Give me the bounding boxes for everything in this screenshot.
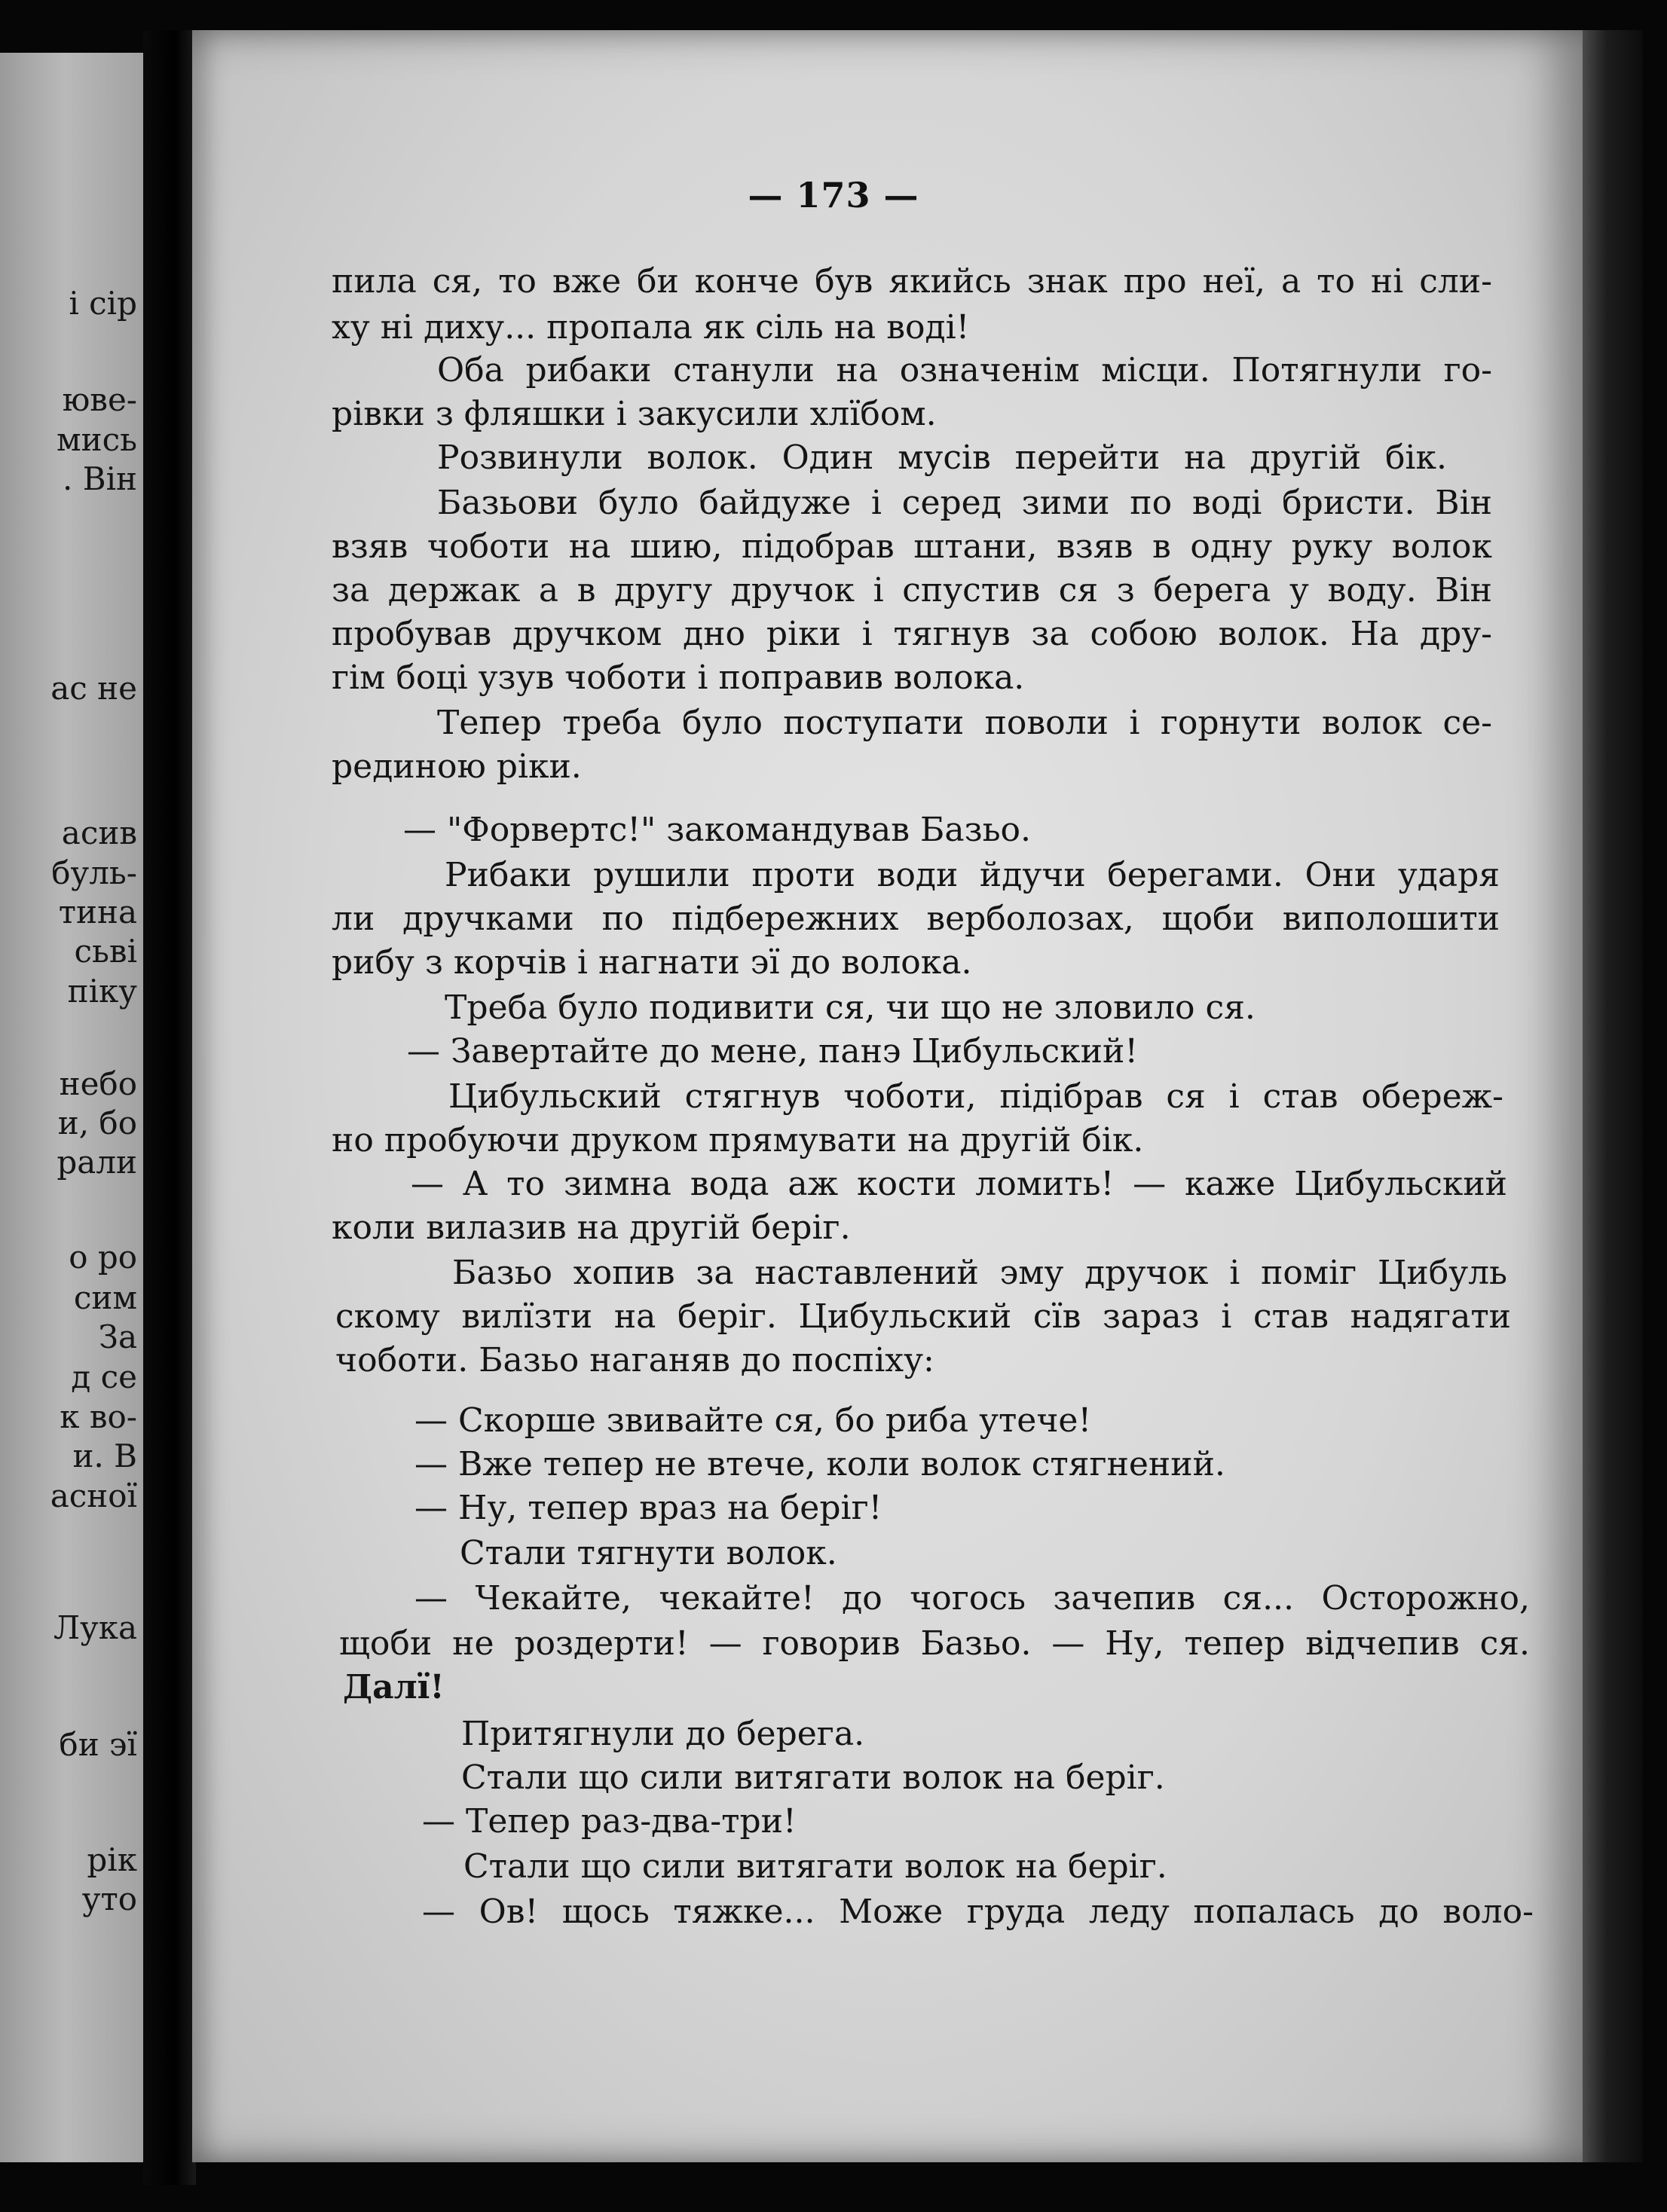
left-page-fragment: к во- — [60, 1398, 137, 1435]
text-line: коли вилазив на другій беріг. — [332, 1208, 851, 1247]
left-page-fragment: сим — [73, 1279, 137, 1316]
left-page-fragment: юве- — [62, 381, 137, 418]
left-page-fragment: сьві — [74, 933, 137, 970]
text-line: Стали що сили витягати волок на беріг. — [463, 1847, 1167, 1886]
left-page-fragment: и, бо — [57, 1104, 137, 1141]
left-page-fragment: За — [98, 1318, 137, 1355]
text-line: ху ні диху... пропала як сіль на воді! — [332, 308, 970, 347]
left-page-fragment: . Він — [63, 460, 137, 497]
text-line: взяв чоботи на шию, підобрав штани, взяв в одну руку волок — [332, 527, 1492, 566]
text-line: Притягнули до берега. — [461, 1715, 865, 1753]
text-line: Тепер треба було поступати поволи і горнути волок се- — [437, 704, 1492, 742]
text-line: — Ов! щось тяжке... Може груда леду попалась до воло- — [422, 1893, 1534, 1931]
text-line: — Тепер раз-два-три! — [422, 1802, 797, 1841]
text-line: Стали тягнути волок. — [460, 1534, 837, 1572]
left-page-fragment: і сір — [69, 285, 137, 322]
text-line: — "Форвертс!" закомандував Базьо. — [403, 811, 1032, 849]
text-line: — Скорше звивайте ся, бо риба утече! — [414, 1401, 1092, 1440]
text-line: Базьо хопив за наставлений эму дручок і поміг Цибуль — [452, 1254, 1507, 1292]
left-page-fragment: уто — [81, 1881, 137, 1917]
text-line: скому вилїзти на беріг. Цибульский сїв зараз і став надягати — [335, 1297, 1511, 1336]
text-line: гім боці узув чоботи і поправив волока. — [332, 658, 1025, 697]
left-page-fragment: рали — [57, 1144, 137, 1181]
page-number: — 173 — — [748, 175, 919, 215]
left-page-fragment: тина — [58, 894, 137, 930]
text-line: — Вже тепер не втече, коли волок стягнений. — [414, 1445, 1225, 1483]
left-page-fragment: би эї — [59, 1726, 137, 1763]
text-line: Цибульский стягнув чоботи, підібрав ся і став обереж- — [448, 1077, 1503, 1116]
right-page-edge — [1583, 30, 1643, 2162]
left-page-fragment: асної — [50, 1477, 137, 1514]
text-line: Рибаки рушили проти води йдучи берегами. Они ударя — [445, 856, 1500, 894]
left-page-fragment: Лука — [53, 1609, 137, 1646]
left-page-fragment: и. В — [72, 1437, 137, 1474]
text-line: Розвинули волок. Один мусів перейти на другій бік. — [437, 438, 1447, 477]
text-line: пила ся, то вже би конче був якийсь знак про неї, а то ні сли- — [332, 262, 1492, 301]
text-line: пробував дручком дно ріки і тягнув за собою волок. На дру- — [332, 615, 1492, 653]
left-page-fragment: мись — [56, 421, 137, 458]
text-line: — Завертайте до мене, панэ Цибульский! — [407, 1032, 1139, 1071]
text-line: но пробуючи друком прямувати на другій бік. — [332, 1121, 1144, 1159]
text-line: Стали що сили витягати волок на беріг. — [461, 1758, 1165, 1797]
text-line: за держак а в другу дручок і спустив ся з берега у воду. Він — [332, 571, 1492, 610]
text-line: рединою ріки. — [332, 747, 582, 786]
book-gutter — [143, 30, 196, 2185]
left-page-fragment: рік — [87, 1841, 137, 1878]
text-line: — Чекайте, чекайте! до чогось зачепив ся... Осторожно, — [414, 1579, 1530, 1618]
text-line: Базьови було байдуже і серед зими по воді бристи. Він — [437, 484, 1492, 522]
left-page-fragment: небо — [59, 1065, 137, 1102]
text-line: Далї! — [343, 1668, 445, 1706]
left-page-fragment: буль- — [51, 854, 137, 891]
left-page-fragment: д се — [71, 1358, 137, 1395]
left-page-fragment: піку — [67, 973, 137, 1010]
text-line: Треба було подивити ся, чи що не зловило ся. — [445, 988, 1256, 1027]
text-line: Оба рибаки станули на означенім місци. Потягнули го- — [437, 351, 1492, 390]
text-line: щоби не роздерти! — говорив Базьо. — Ну, тепер відчепив ся. — [339, 1624, 1530, 1663]
text-line: — А то зимна вода аж кости ломить! — каже Цибульский — [411, 1165, 1507, 1203]
left-page-fragment: асив — [61, 814, 137, 851]
text-line: чоботи. Базьо наганяв до поспіху: — [335, 1341, 934, 1379]
left-page-edge — [0, 53, 143, 2162]
left-page-fragment: о ро — [69, 1239, 137, 1276]
text-line: ли дручками по підбережних верболозах, щоби виполошити — [332, 900, 1500, 938]
left-page-fragment: ас не — [50, 670, 137, 707]
text-line: — Ну, тепер враз на беріг! — [414, 1489, 882, 1527]
text-line: рибу з корчів і нагнати эї до волока. — [332, 943, 972, 982]
text-line: рівки з фляшки і закусили хлїбом. — [332, 395, 937, 433]
